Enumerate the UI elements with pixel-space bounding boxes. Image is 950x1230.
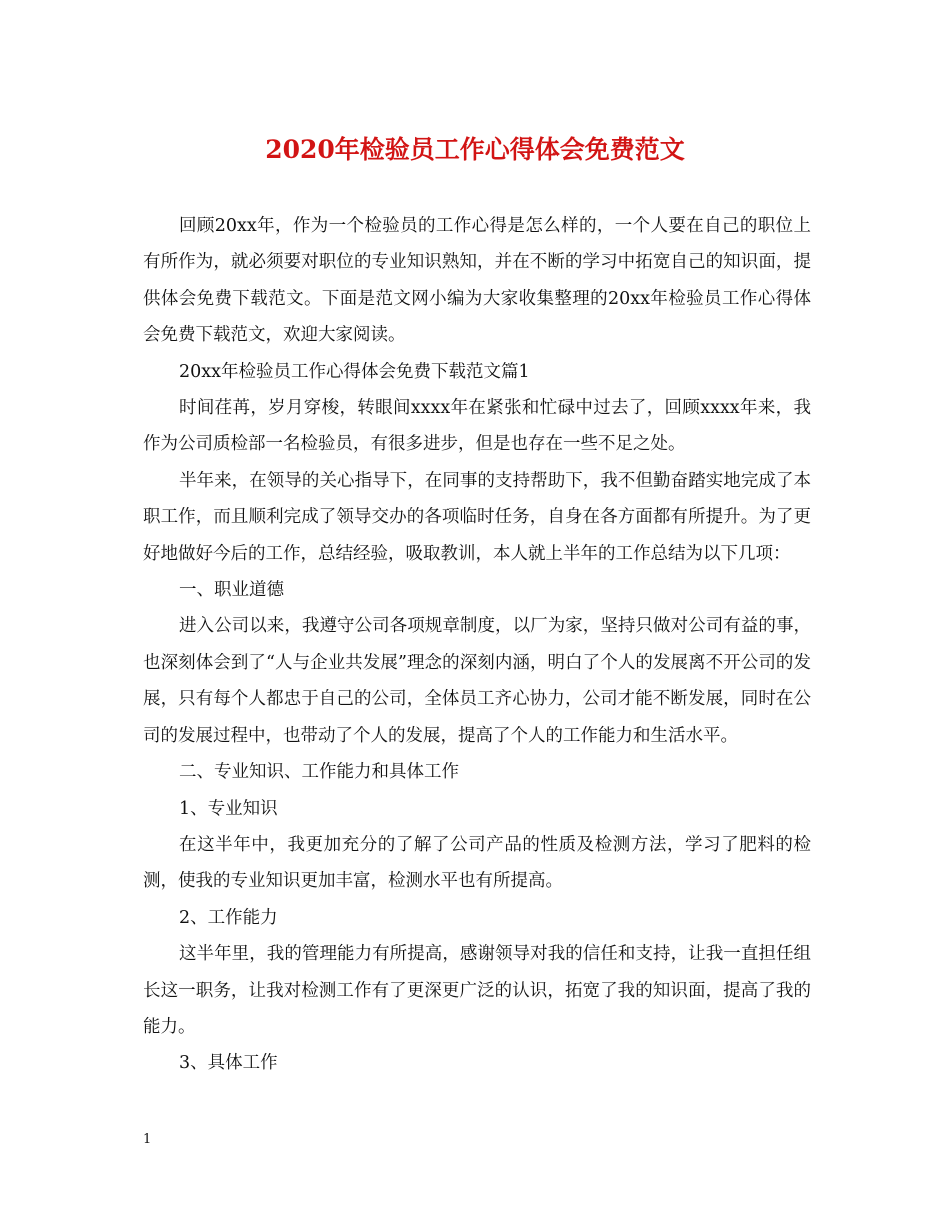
intro-paragraph: 回顾20xx年，作为一个检验员的工作心得是怎么样的，一个人要在自己的职位上有所作为，就必须要对职位的专业知识熟知，并在不断的学习中拓宽自己的知识面，提供体会免费下载范文。下面是范文网小编为大家收集整理的20xx年检验员工作心得体会免费下载范文，欢迎大家阅读。 bbox=[143, 216, 811, 346]
heading-knowledge-ability-work: 二、专业知识、工作能力和具体工作 bbox=[179, 762, 459, 783]
page-number: 1 bbox=[143, 1132, 152, 1147]
document-title: 2020年检验员工作心得体会免费范文 bbox=[265, 135, 685, 164]
paragraph-ability: 这半年里，我的管理能力有所提高，感谢领导对我的信任和支持，让我一直担任组长这一职务，让我对检测工作有了更深更广泛的认识，拓宽了我的知识面，提高了我的能力。 bbox=[143, 944, 811, 1037]
heading-professional-ethics: 一、职业道德 bbox=[179, 580, 284, 601]
paragraph-ethics: 进入公司以来，我遵守公司各项规章制度，以厂为家，坚持只做对公司有益的事，也深刻体会到了“人与企业共发展”理念的深刻内涵，明白了个人的发展离不开公司的发展，只有每个人都忠于自己的公司，全体员工齐心协力，公司才能不断发展，同时在公司的发展过程中，也带动了个人的发展，提高了个人的工作能力和生活水平。 bbox=[143, 616, 811, 746]
section-heading-article-1: 20xx年检验员工作心得体会免费下载范文篇1 bbox=[179, 361, 530, 382]
paragraph-half-year-summary: 半年来，在领导的关心指导下，在同事的支持帮助下，我不但勤奋踏实地完成了本职工作，而且顺利完成了领导交办的各项临时任务，自身在各方面都有所提升。为了更好地做好今后的工作，总结经验，吸取教训，本人就上半年的工作总结为以下几项： bbox=[143, 470, 811, 564]
document-body bbox=[143, 208, 811, 1082]
paragraph-time-review: 时间荏苒，岁月穿梭，转眼间xxxx年在紧张和忙碌中过去了，回顾xxxx年来，我作为公司质检部一名检验员，有很多进步，但是也存在一些不足之处。 bbox=[143, 398, 811, 455]
paragraph-knowledge: 在这半年中，我更加充分的了解了公司产品的性质及检测方法，学习了肥料的检测，使我的专业知识更加丰富，检测水平也有所提高。 bbox=[143, 834, 811, 892]
heading-professional-knowledge: 1、专业知识 bbox=[179, 798, 278, 819]
heading-work-ability: 2、工作能力 bbox=[179, 907, 278, 928]
heading-specific-work: 3、具体工作 bbox=[179, 1053, 278, 1074]
